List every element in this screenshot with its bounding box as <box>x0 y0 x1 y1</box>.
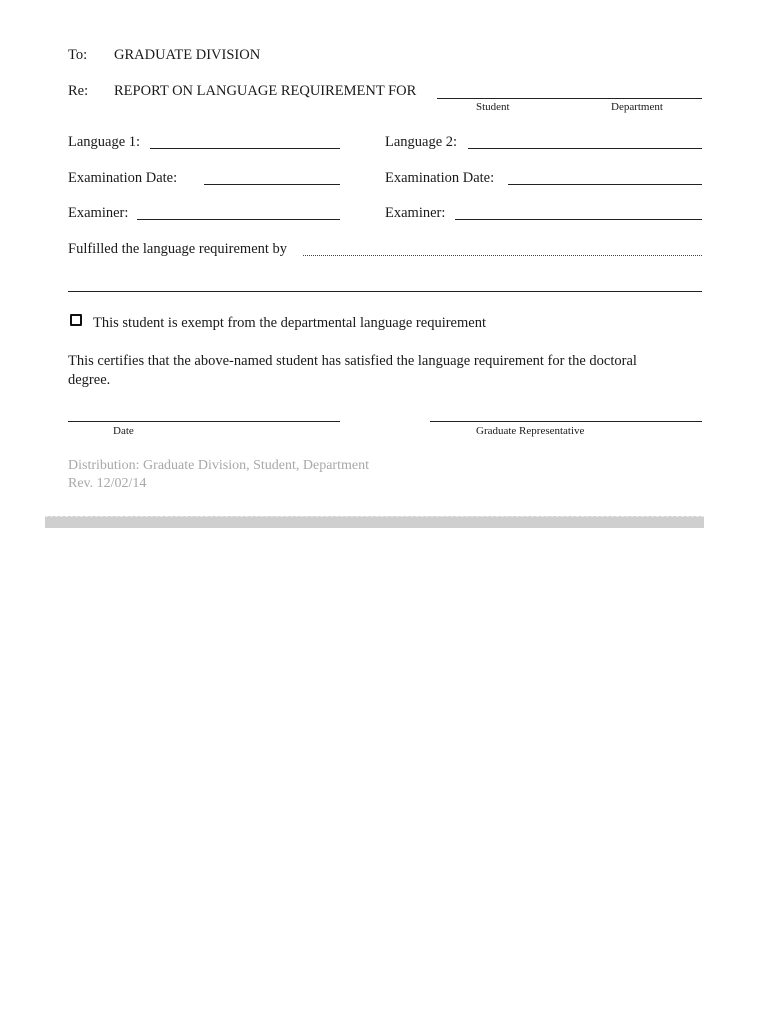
exam-date2-field[interactable] <box>508 184 702 185</box>
page-break-band <box>45 516 704 528</box>
exam-date2-label: Examination Date: <box>385 170 495 186</box>
date-signature-line[interactable] <box>68 421 340 422</box>
re-value: REPORT ON LANGUAGE REQUIREMENT FOR <box>114 83 417 99</box>
exempt-label: This student is exempt from the departmental language requirement <box>93 315 486 331</box>
exam-date1-field[interactable] <box>204 184 340 185</box>
examiner2-label: Examiner: <box>385 205 446 221</box>
language1-field[interactable] <box>150 148 340 149</box>
language2-field[interactable] <box>468 148 702 149</box>
exam-date1-label: Examination Date: <box>68 170 178 186</box>
distribution-text: Distribution: Graduate Division, Student, Department <box>68 458 369 473</box>
examiner2-field[interactable] <box>455 219 702 220</box>
language2-label: Language 2: <box>385 134 458 150</box>
student-department-field[interactable] <box>437 98 702 99</box>
revision-text: Rev. 12/02/14 <box>68 476 147 491</box>
fulfilled-field[interactable] <box>303 255 702 256</box>
examiner1-label: Examiner: <box>68 205 129 221</box>
re-label: Re: <box>68 83 89 99</box>
certification-text-line1: This certifies that the above-named student has satisfied the language requirement for the doctoral <box>68 353 637 369</box>
student-caption: Student <box>476 101 510 113</box>
to-value: GRADUATE DIVISION <box>114 47 261 63</box>
to-label: To: <box>68 47 88 63</box>
representative-caption: Graduate Representative <box>476 425 585 437</box>
fulfilled-field-continued[interactable] <box>68 291 702 292</box>
exempt-checkbox[interactable] <box>70 314 82 326</box>
date-caption: Date <box>113 425 134 437</box>
department-caption: Department <box>611 101 663 113</box>
language1-label: Language 1: <box>68 134 141 150</box>
examiner1-field[interactable] <box>137 219 340 220</box>
representative-signature-line[interactable] <box>430 421 702 422</box>
certification-text-line2: degree. <box>68 372 111 388</box>
fulfilled-label: Fulfilled the language requirement by <box>68 241 288 257</box>
